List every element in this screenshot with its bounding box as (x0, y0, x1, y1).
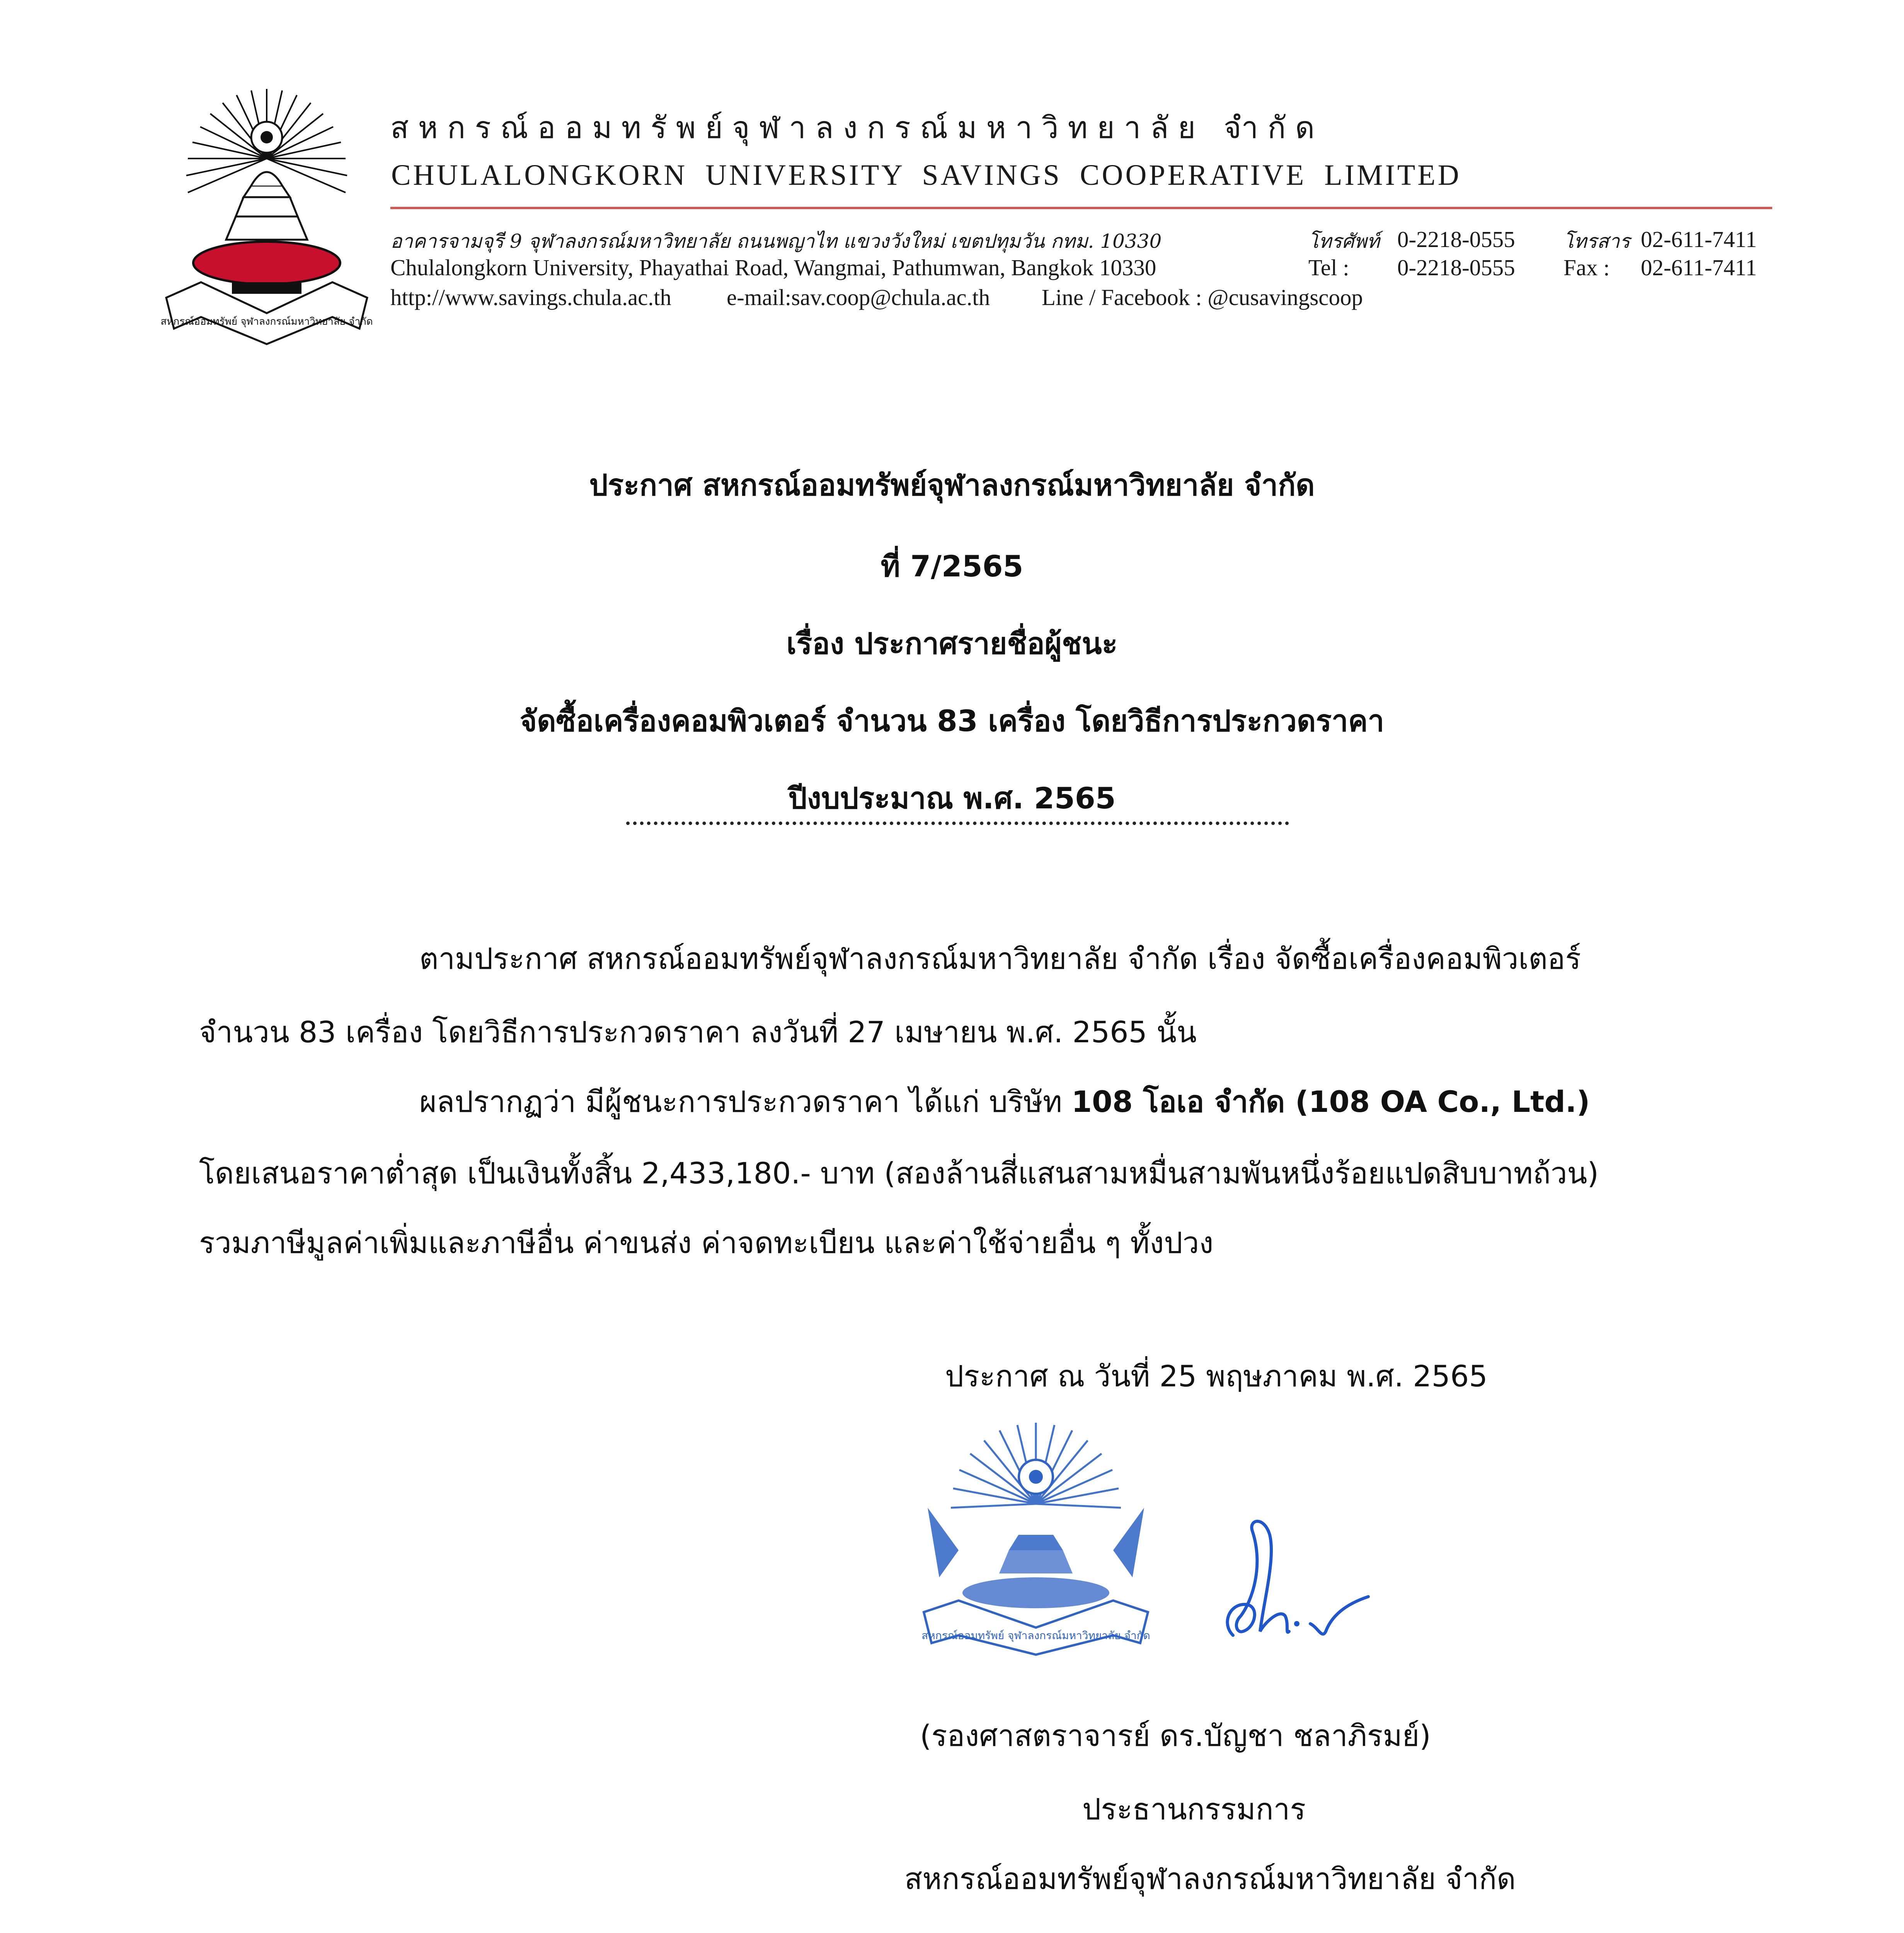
cooperative-seal-logo (155, 81, 379, 348)
announcement-procurement: จัดซื้อเครื่องคอมพิวเตอร์ จำนวน 83 เครื่อง โดยวิธีการประกวดราคา (519, 704, 1385, 738)
phone-label-thai: โทรศัพท์ (1308, 230, 1380, 252)
body-paragraph-2-line-2: โดยเสนอราคาต่ำสุด เป็นเงินทั้งสิ้น 2,433,180.- บาท (สองล้านสี่แสนสามหมื่นสามพันหนึ่งร้อยแปดสิบบาทถ้วน) (199, 1156, 1599, 1190)
body-paragraph-1-line-2: จำนวน 83 เครื่อง โดยวิธีการประกวดราคา ลงวันที่ 27 เมษายน พ.ศ. 2565 นั้น (199, 1015, 1197, 1049)
fax-label-en: Fax : (1563, 255, 1610, 280)
handwritten-signature (1206, 1508, 1376, 1655)
fax-number-thai: 02-611-7411 (1641, 227, 1757, 252)
signatory-organization: สหกรณ์ออมทรัพย์จุฬาลงกรณ์มหาวิทยาลัย จำกัด (904, 1861, 1516, 1896)
website: http://www.savings.chula.ac.th (390, 285, 671, 310)
address-thai: อาคารจามจุรี 9 จุฬาลงกรณ์มหาวิทยาลัย ถนนพญาไท แขวงวังใหม่ เขตปทุมวัน กทม. 10330 (390, 230, 1162, 252)
signatory-name: (รองศาสตราจารย์ ดร.บัญชา ชลาภิรมย์) (920, 1718, 1431, 1753)
body-paragraph-2-line-3: รวมภาษีมูลค่าเพิ่มและภาษีอื่น ค่าขนส่ง ค่าจดทะเบียน และค่าใช้จ่ายอื่น ๆ ทั้งปวง (199, 1226, 1214, 1260)
winner-company-name: 108 โอเอ จำกัด (108 OA Co., Ltd.) (1071, 1084, 1590, 1119)
org-name-thai: สหกรณ์ออมทรัพย์จุฬาลงกรณ์มหาวิทยาลัย จำกัด (390, 111, 1324, 145)
org-name-english: CHULALONGKORN UNIVERSITY SAVINGS COOPERATIVE LIMITED (391, 159, 1461, 191)
announcement-fiscal-year: ปีงบประมาณ พ.ศ. 2565 (788, 781, 1116, 815)
phone-number-thai: 0-2218-0555 (1397, 227, 1515, 252)
blue-cooperative-stamp (916, 1411, 1156, 1659)
social-handle: Line / Facebook : @cusavingscoop (1042, 285, 1363, 310)
address-english: Chulalongkorn University, Phayathai Road, Wangmai, Pathumwan, Bangkok 10330 (390, 255, 1156, 280)
fax-number-en: 02-611-7411 (1641, 255, 1757, 280)
phone-number-en: 0-2218-0555 (1397, 255, 1515, 280)
body-paragraph-2-line-1 (419, 1079, 1590, 1125)
header-rule (390, 207, 1772, 209)
stamp-ribbon-text: สหกรณ์ออมทรัพย์ จุฬาลงกรณ์มหาวิทยาลัย จำกัด (921, 1629, 1150, 1642)
fax-label-thai: โทรสาร (1563, 230, 1630, 252)
seal-ribbon-text: สหกรณ์ออมทรัพย์ จุฬาลงกรณ์มหาวิทยาลัย จำกัด (160, 316, 373, 327)
phone-label-en: Tel : (1308, 255, 1349, 280)
body-paragraph-1-line-1: ตามประกาศ สหกรณ์ออมทรัพย์จุฬาลงกรณ์มหาวิทยาลัย จำกัด เรื่อง จัดซื้อเครื่องคอมพิวเตอร์ (419, 941, 1581, 976)
email: e-mail:sav.coop@chula.ac.th (727, 285, 990, 310)
winner-intro-text: ผลปรากฏว่า มีผู้ชนะการประกวดราคา ได้แก่ บริษัท (419, 1084, 1072, 1119)
announcement-date: ประกาศ ณ วันที่ 25 พฤษภาคม พ.ศ. 2565 (945, 1359, 1488, 1393)
announcement-subject: เรื่อง ประกาศรายชื่อผู้ชนะ (786, 626, 1118, 661)
announcement-number: ที่ 7/2565 (880, 549, 1024, 583)
announcement-heading: ประกาศ สหกรณ์ออมทรัพย์จุฬาลงกรณ์มหาวิทยาลัย จำกัด (589, 468, 1315, 502)
dotted-separator (626, 822, 1289, 825)
signatory-position: ประธานกรรมการ (1082, 1792, 1306, 1826)
